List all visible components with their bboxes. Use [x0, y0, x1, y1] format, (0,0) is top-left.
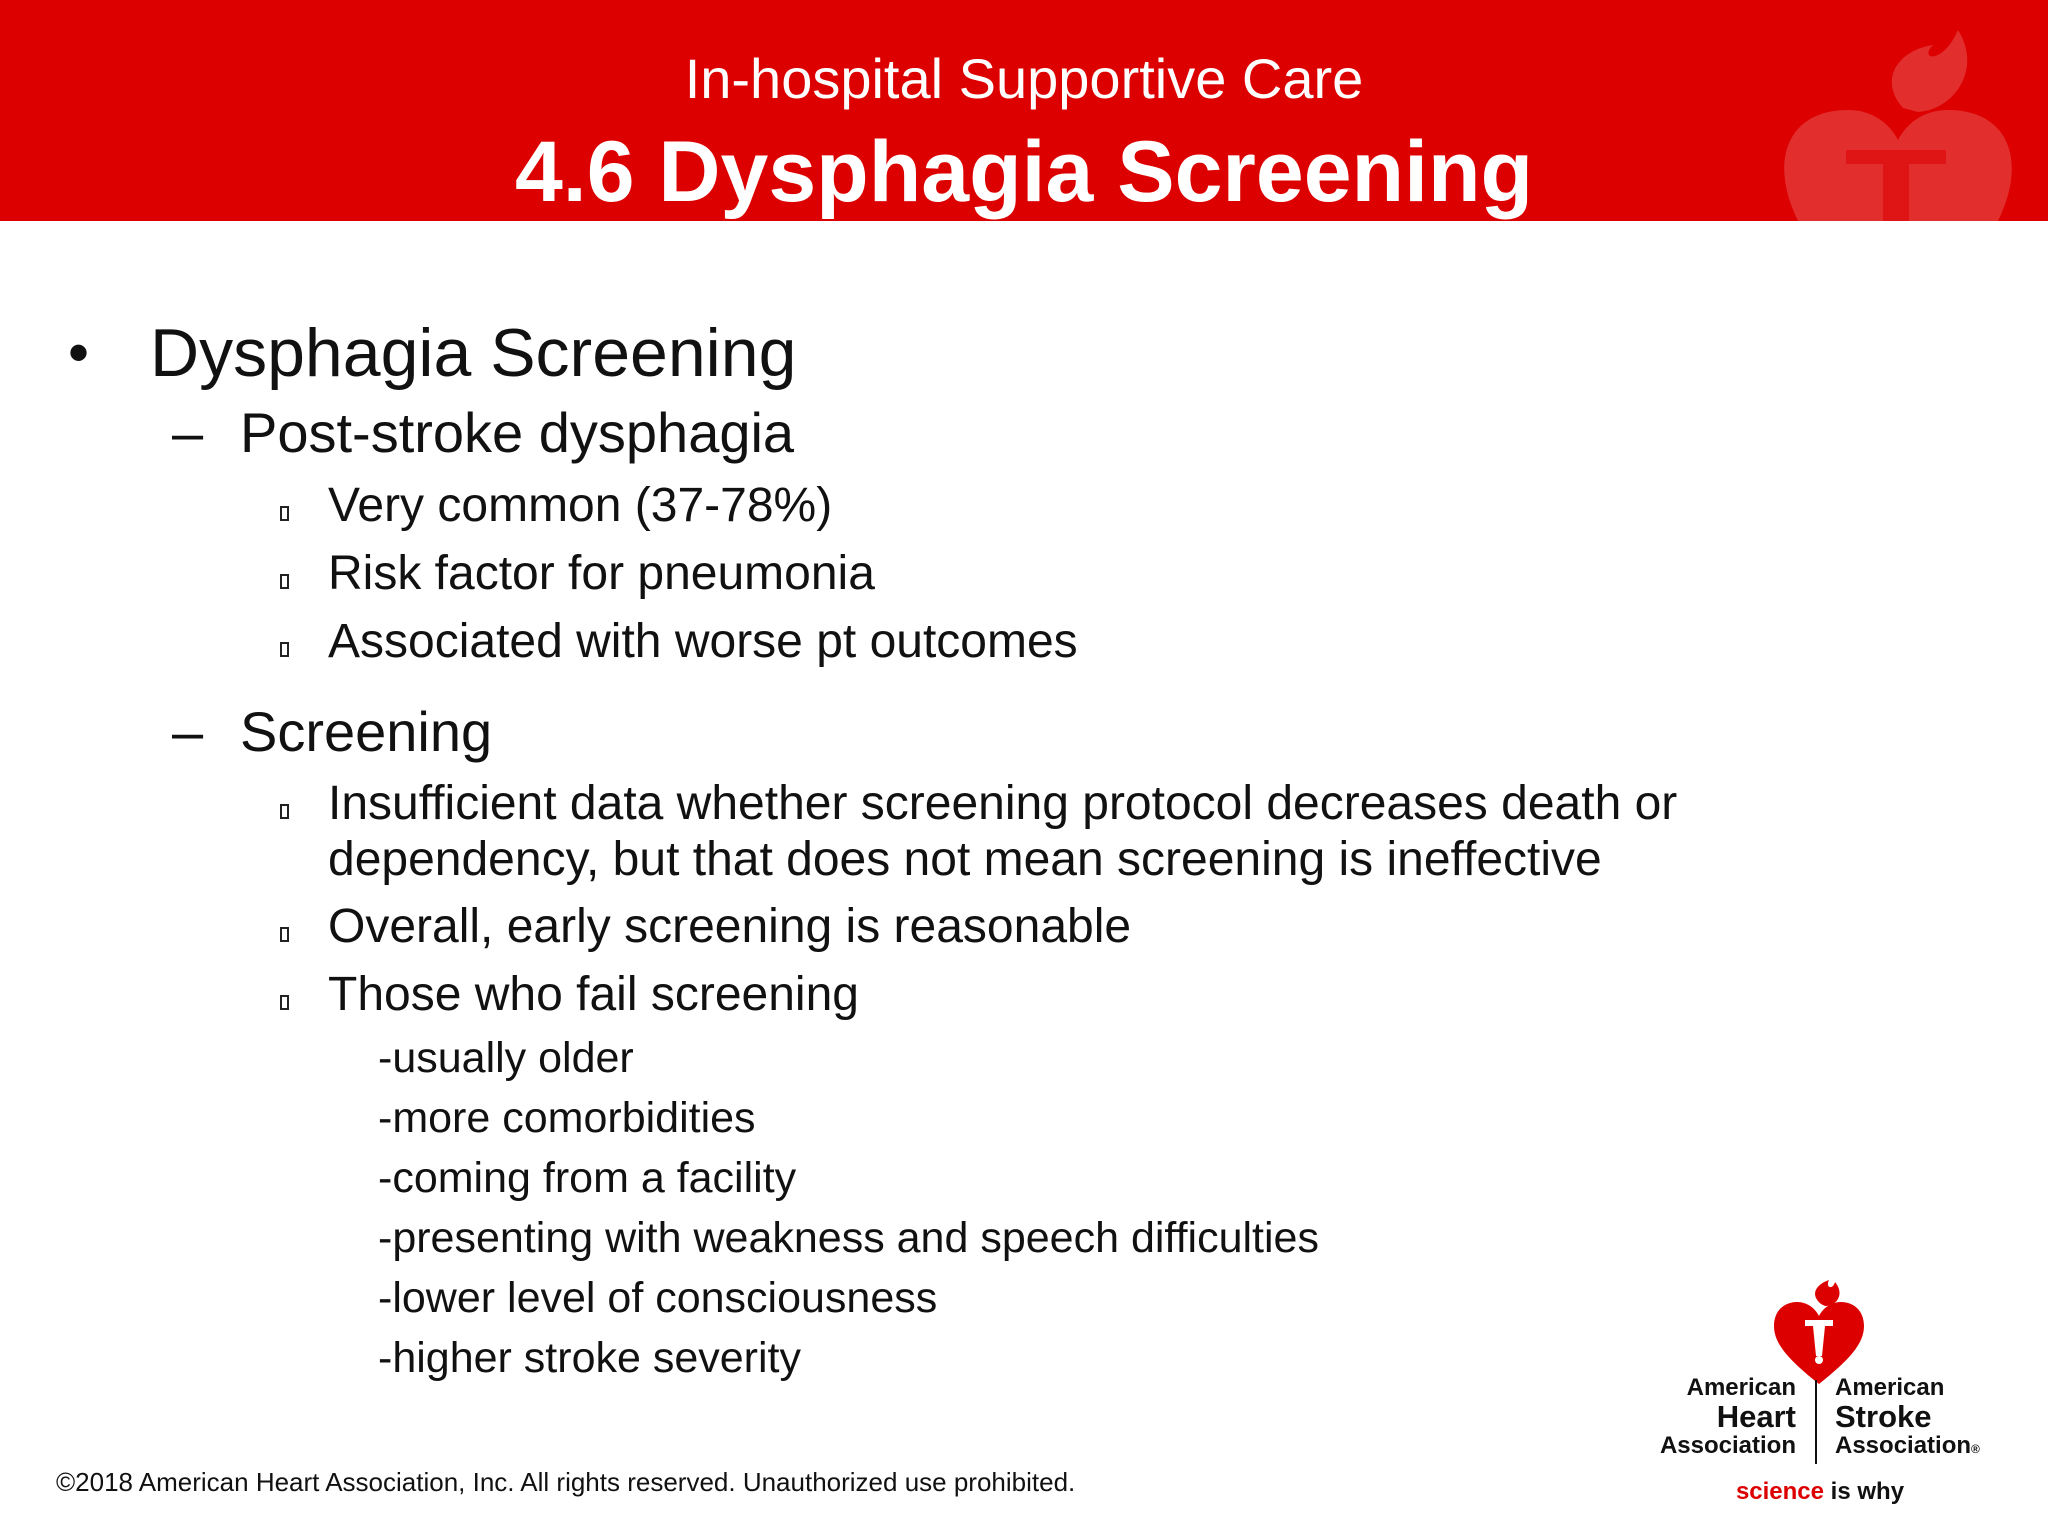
logo-heart-association-text: American Heart Association — [1659, 1374, 1796, 1459]
square-bullet-icon — [280, 642, 289, 657]
logo-tagline: science is why — [1735, 1478, 1905, 1505]
aha-asa-logo — [1640, 1280, 2000, 1530]
sub-list-item: -more comorbidities — [378, 1094, 756, 1142]
bullet-level1-text: Dysphagia Screening — [150, 315, 797, 391]
bullet-level2-screening — [172, 699, 493, 765]
list-item: Risk factor for pneumonia — [328, 546, 1848, 602]
list-item: Overall, early screening is reasonable — [328, 899, 1848, 955]
list-item: Those who fail screening — [328, 967, 1848, 1023]
list-item: Insufficient data whether screening protocol decreases death or dependency, but that does not mean screening is ineffective — [328, 776, 1848, 888]
sub-list-item: -coming from a facility — [378, 1154, 797, 1202]
sub-list-item: -higher stroke severity — [378, 1334, 801, 1382]
logo-stroke-association-text: American Stroke Association® — [1835, 1374, 1980, 1459]
square-bullet-icon — [280, 574, 289, 589]
square-bullet-icon — [280, 804, 289, 819]
square-bullet-icon — [280, 927, 289, 942]
list-item: Very common (37-78%) — [328, 478, 1848, 534]
list-item: Associated with worse pt outcomes — [328, 614, 1848, 670]
bullet-dot-icon: • — [68, 319, 90, 386]
bullet-level2-post-stroke — [172, 400, 795, 466]
square-bullet-icon — [280, 506, 289, 521]
sub-list-item: -lower level of consciousness — [378, 1274, 938, 1322]
sub-list-item: -usually older — [378, 1034, 634, 1082]
heart-torch-logo-icon — [1769, 1280, 1869, 1384]
copyright-notice: ©2018 American Heart Association, Inc. All rights reserved. Unauthorized use prohibited. — [56, 1467, 1076, 1497]
slide-title: 4.6 Dysphagia Screening — [514, 124, 1534, 220]
bullet-level2-text: Screening — [240, 700, 493, 763]
bullet-level1 — [68, 313, 797, 393]
square-bullet-icon — [280, 995, 289, 1010]
dash-icon: – — [172, 401, 204, 464]
logo-divider — [1815, 1380, 1817, 1464]
sub-list-item: -presenting with weakness and speech difficulties — [378, 1214, 1319, 1262]
slide-subtitle: In-hospital Supportive Care — [684, 47, 1364, 110]
bullet-level2-text: Post-stroke dysphagia — [240, 401, 795, 464]
dash-icon: – — [172, 700, 204, 763]
